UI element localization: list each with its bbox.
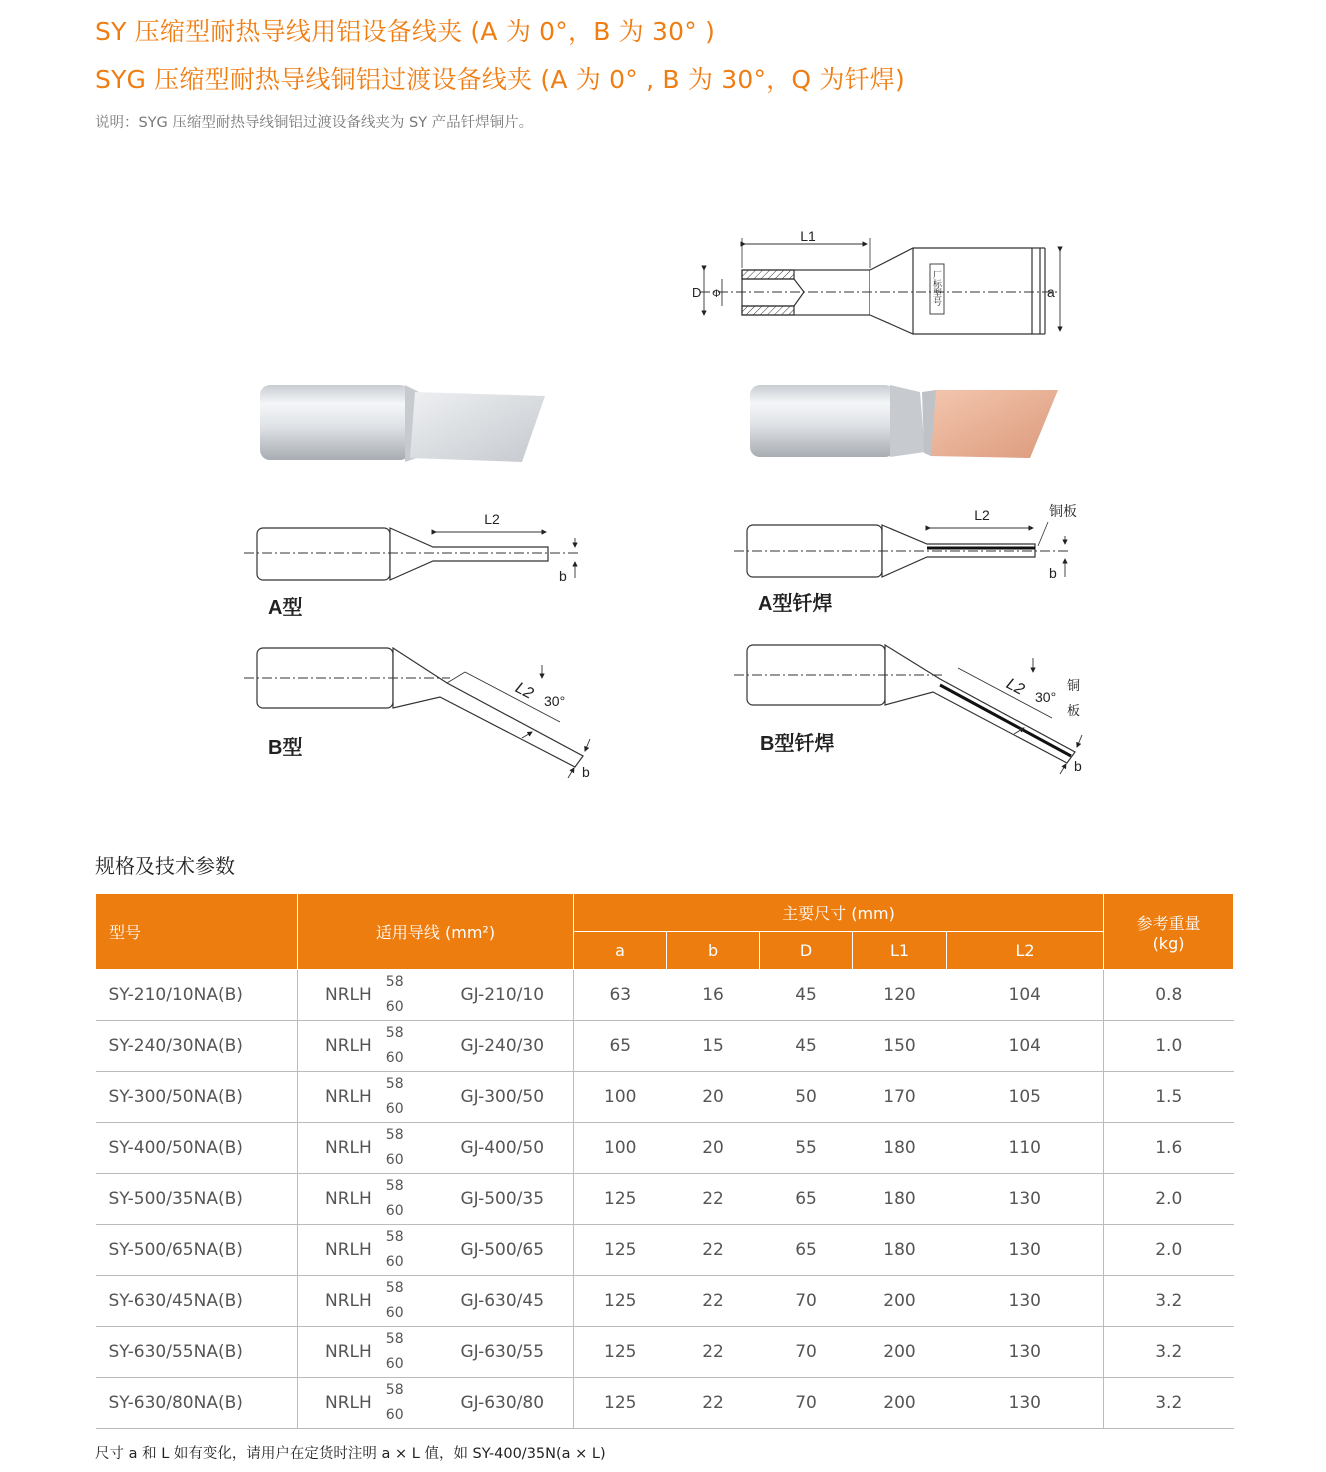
cell-D: 50 — [760, 1072, 853, 1123]
cell-gj: GJ-300/50 — [432, 1072, 574, 1123]
table-row — [96, 970, 1234, 1021]
cell-weight: 3.2 — [1104, 1327, 1234, 1378]
cell-weight: 2.0 — [1104, 1174, 1234, 1225]
cell-weight: 1.0 — [1104, 1021, 1234, 1072]
cell-nrlh: NRLH 58 60 — [298, 970, 432, 1021]
cell-model: SY-630/80NA(B) — [96, 1378, 298, 1429]
cell-L1: 180 — [853, 1123, 947, 1174]
page-subtitle: SYG 压缩型耐热导线铜铝过渡设备线夹 (A 为 0° , B 为 30°，Q 为钎焊) — [95, 65, 905, 94]
a-type-drawing — [244, 528, 580, 580]
cell-b: 22 — [667, 1225, 760, 1276]
page-title: SY 压缩型耐热导线用铝设备线夹 (A 为 0°，B 为 30° ) — [95, 17, 716, 46]
cell-L2: 110 — [947, 1123, 1104, 1174]
cell-a: 125 — [574, 1174, 667, 1225]
cell-b: 15 — [667, 1021, 760, 1072]
cell-model: SY-210/10NA(B) — [96, 970, 298, 1021]
cell-b: 22 — [667, 1378, 760, 1429]
cell-D: 55 — [760, 1123, 853, 1174]
cell-nrlh: NRLH 58 60 — [298, 1174, 432, 1225]
table-row — [96, 1174, 1234, 1225]
cell-gj: GJ-240/30 — [432, 1021, 574, 1072]
cell-D: 70 — [760, 1327, 853, 1378]
b-solder-L2: L2 — [1003, 675, 1028, 699]
cell-gj: GJ-500/35 — [432, 1174, 574, 1225]
cell-nrlh: NRLH 58 60 — [298, 1123, 432, 1174]
cell-weight: 0.8 — [1104, 970, 1234, 1021]
a-solder-drawing — [734, 522, 1070, 577]
b-type-b: b — [582, 764, 590, 780]
header-model: 型号 — [96, 894, 298, 970]
footer-note: 尺寸 a 和 L 如有变化，请用户在定货时注明 a × L 值，如 SY-400/35N(a × L) — [95, 1446, 606, 1462]
cell-a: 125 — [574, 1225, 667, 1276]
header-L2: L2 — [947, 932, 1104, 970]
stamp-text: 厂标型号 — [932, 270, 942, 306]
cell-weight: 1.6 — [1104, 1123, 1234, 1174]
cell-nrlh: NRLH 58 60 — [298, 1276, 432, 1327]
header-wire: 适用导线 (mm²) — [298, 894, 574, 970]
cell-L1: 200 — [853, 1276, 947, 1327]
cell-b: 20 — [667, 1072, 760, 1123]
cell-a: 125 — [574, 1276, 667, 1327]
header-weight: 参考重量 (kg) — [1104, 894, 1234, 970]
cell-a: 65 — [574, 1021, 667, 1072]
cell-D: 65 — [760, 1174, 853, 1225]
cell-model: SY-240/30NA(B) — [96, 1021, 298, 1072]
cell-nrlh: NRLH 58 60 — [298, 1225, 432, 1276]
cell-L2: 104 — [947, 1021, 1104, 1072]
cell-L2: 130 — [947, 1327, 1104, 1378]
cell-gj: GJ-630/55 — [432, 1327, 574, 1378]
cell-model: SY-630/45NA(B) — [96, 1276, 298, 1327]
table-row — [96, 1021, 1234, 1072]
cell-gj: GJ-630/80 — [432, 1378, 574, 1429]
cell-b: 20 — [667, 1123, 760, 1174]
cell-L2: 130 — [947, 1378, 1104, 1429]
cell-gj: GJ-400/50 — [432, 1123, 574, 1174]
label-L1: L1 — [800, 228, 816, 244]
a-solder-label: A型钎焊 — [758, 593, 833, 615]
cell-a: 100 — [574, 1072, 667, 1123]
table-row — [96, 1276, 1234, 1327]
table-row — [96, 1327, 1234, 1378]
cell-a: 125 — [574, 1327, 667, 1378]
cell-L1: 170 — [853, 1072, 947, 1123]
cell-weight: 1.5 — [1104, 1072, 1234, 1123]
section-title: 规格及技术参数 — [95, 854, 235, 878]
cell-b: 22 — [667, 1276, 760, 1327]
cell-model: SY-630/55NA(B) — [96, 1327, 298, 1378]
cell-D: 45 — [760, 970, 853, 1021]
cell-b: 16 — [667, 970, 760, 1021]
cell-L1: 180 — [853, 1174, 947, 1225]
cell-L2: 104 — [947, 970, 1104, 1021]
header-main-dims: 主要尺寸 (mm) — [574, 894, 1104, 932]
cell-gj: GJ-500/65 — [432, 1225, 574, 1276]
a-type-label: A型 — [268, 597, 303, 619]
cell-L2: 105 — [947, 1072, 1104, 1123]
table-row — [96, 1378, 1234, 1429]
b-solder-copper-2: 板 — [1067, 703, 1081, 718]
b-type-angle: 30° — [544, 693, 566, 709]
cell-D: 65 — [760, 1225, 853, 1276]
photo-copper-clamp — [750, 385, 1058, 458]
header-D: D — [760, 932, 853, 970]
label-a: a — [1047, 284, 1055, 300]
b-solder-label: B型钎焊 — [760, 733, 835, 755]
cell-weight: 2.0 — [1104, 1225, 1234, 1276]
cell-a: 100 — [574, 1123, 667, 1174]
cell-nrlh: NRLH 58 60 — [298, 1327, 432, 1378]
header-L1: L1 — [853, 932, 947, 970]
cell-nrlh: NRLH 58 60 — [298, 1378, 432, 1429]
label-phi: Φ — [712, 288, 721, 300]
cell-L1: 150 — [853, 1021, 947, 1072]
cell-weight: 3.2 — [1104, 1276, 1234, 1327]
table-row — [96, 1225, 1234, 1276]
cell-L2: 130 — [947, 1174, 1104, 1225]
b-type-L2: L2 — [512, 679, 537, 703]
header-a: a — [574, 932, 667, 970]
cell-L1: 200 — [853, 1327, 947, 1378]
a-solder-copper: 铜板 — [1049, 503, 1077, 519]
cell-D: 45 — [760, 1021, 853, 1072]
table-row — [96, 1072, 1234, 1123]
spec-table — [95, 893, 1234, 1429]
a-solder-b: b — [1049, 565, 1057, 581]
cell-nrlh: NRLH 58 60 — [298, 1021, 432, 1072]
cell-L2: 130 — [947, 1276, 1104, 1327]
cell-model: SY-500/35NA(B) — [96, 1174, 298, 1225]
table-row — [96, 1123, 1234, 1174]
photo-aluminium-clamp — [260, 385, 545, 462]
b-solder-copper-1: 铜 — [1067, 678, 1081, 693]
cell-a: 125 — [574, 1378, 667, 1429]
cell-D: 70 — [760, 1276, 853, 1327]
b-type-label: B型 — [268, 737, 303, 759]
cell-model: SY-400/50NA(B) — [96, 1123, 298, 1174]
b-solder-b: b — [1074, 758, 1082, 774]
cell-L1: 120 — [853, 970, 947, 1021]
cell-b: 22 — [667, 1174, 760, 1225]
description-note: 说明：SYG 压缩型耐热导线铜铝过渡设备线夹为 SY 产品钎焊铜片。 — [95, 115, 534, 131]
cell-L2: 130 — [947, 1225, 1104, 1276]
cell-weight: 3.2 — [1104, 1378, 1234, 1429]
cell-b: 22 — [667, 1327, 760, 1378]
cell-gj: GJ-630/45 — [432, 1276, 574, 1327]
cell-model: SY-500/65NA(B) — [96, 1225, 298, 1276]
a-solder-L2: L2 — [974, 507, 990, 523]
cell-a: 63 — [574, 970, 667, 1021]
b-solder-angle: 30° — [1035, 689, 1057, 705]
a-type-L2: L2 — [484, 511, 500, 527]
cell-nrlh: NRLH 58 60 — [298, 1072, 432, 1123]
top-drawing — [700, 238, 1060, 334]
cell-L1: 180 — [853, 1225, 947, 1276]
cell-gj: GJ-210/10 — [432, 970, 574, 1021]
cell-model: SY-300/50NA(B) — [96, 1072, 298, 1123]
a-type-b: b — [559, 568, 567, 584]
header-b: b — [667, 932, 760, 970]
label-D: D — [692, 285, 702, 300]
cell-L1: 200 — [853, 1378, 947, 1429]
cell-D: 70 — [760, 1378, 853, 1429]
